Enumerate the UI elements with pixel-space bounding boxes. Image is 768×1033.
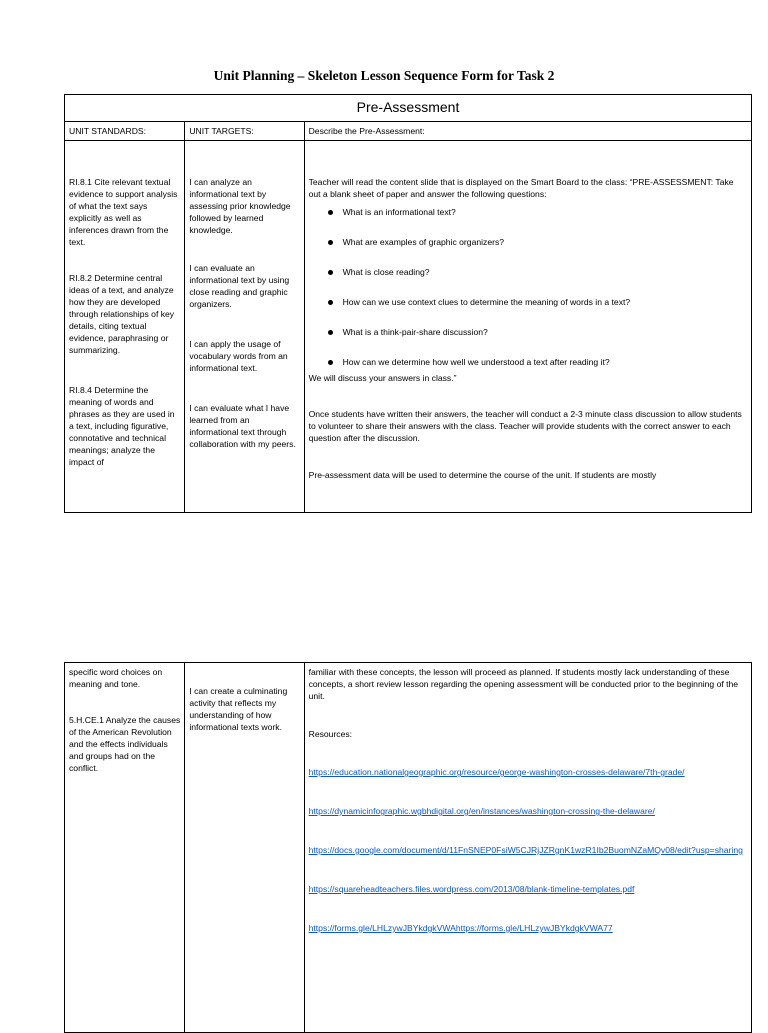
target-collaboration: I can evaluate what I have learned from an informational text through collaboration with my peers. bbox=[189, 403, 296, 449]
standard-ri-8-4: RI.8.4 Determine the meaning of words and phrases as they are used in a text, including figurative, connotative and technical meanings; analyze the impact of bbox=[69, 385, 175, 467]
section-title: Pre-Assessment bbox=[65, 95, 752, 122]
description-cell-continued bbox=[304, 663, 751, 1033]
question-list bbox=[309, 206, 747, 368]
standards-cell bbox=[65, 141, 185, 513]
list-item: What is an informational text? bbox=[309, 206, 747, 218]
pre-assessment-table-continued bbox=[64, 662, 752, 1033]
resource-link-national-geographic[interactable]: https://education.nationalgeographic.org/resource/george-washington-crosses-delaware/7th-grade/ bbox=[308, 767, 685, 777]
description-discussion: Once students have written their answers, the teacher will conduct a 2-3 minute class discussion to allow students to volunteer to share their answers with the class. Teacher will provide students with the correct answer to each question after the discussion. bbox=[308, 409, 742, 443]
targets-cell bbox=[185, 141, 304, 513]
target-analyze: I can analyze an informational text by assessing prior knowledge followed by learned knowledge. bbox=[189, 177, 291, 235]
pre-assessment-table bbox=[64, 94, 752, 513]
standard-continued-text: specific word choices on meaning and tone. bbox=[69, 667, 163, 689]
resources-label: Resources: bbox=[308, 729, 353, 739]
list-item: What is close reading? bbox=[309, 266, 747, 278]
col-header-targets: UNIT TARGETS: bbox=[185, 122, 304, 141]
standards-cell-continued bbox=[65, 663, 185, 1033]
list-item: How can we determine how well we understood a text after reading it? bbox=[309, 356, 747, 368]
standard-5-h-ce-1: 5.H.CE.1 Analyze the causes of the American Revolution and the effects individuals and groups had on the conflict. bbox=[69, 715, 181, 773]
resource-link-google-doc[interactable]: https://docs.google.com/document/d/11FnSNEP0FsiW5CJRjJZRgnK1wzR1Ib2BuomNZaMQv08/edit?usp=sharing bbox=[308, 845, 743, 855]
list-item: How can we use context clues to determine the meaning of words in a text? bbox=[309, 296, 747, 308]
description-cell bbox=[304, 141, 751, 513]
col-header-standards: UNIT STANDARDS: bbox=[65, 122, 185, 141]
standard-ri-8-1: RI.8.1 Cite relevant textual evidence to support analysis of what the text says explicitly as well as inferences drawn from the text. bbox=[69, 177, 178, 247]
document-title: Unit Planning – Skeleton Lesson Sequence Form for Task 2 bbox=[213, 68, 555, 83]
targets-cell-continued bbox=[185, 663, 304, 1033]
target-vocabulary: I can apply the usage of vocabulary words from an informational text. bbox=[189, 339, 288, 373]
description-data-use-continued: familiar with these concepts, the lesson will proceed as planned. If students mostly lack understanding of these concepts, a short review lesson regarding the opening assessment will be conducted prior to the beginning of the unit. bbox=[308, 667, 739, 701]
description-closing: We will discuss your answers in class.” bbox=[308, 373, 457, 383]
target-culminating: I can create a culminating activity that reflects my understanding of how informational texts work. bbox=[189, 686, 288, 732]
list-item: What is a think-pair-share discussion? bbox=[309, 326, 747, 338]
description-intro: Teacher will read the content slide that is displayed on the Smart Board to the class: “PRE-ASSESSMENT: Take out a blank sheet of paper and answer the following questions: bbox=[308, 177, 734, 199]
standard-ri-8-2: RI.8.2 Determine central ideas of a text, and analyze how they are developed through relationships of key details, citing textual evidence, paraphrasing or summarizing. bbox=[69, 273, 175, 355]
resource-link-timeline-templates[interactable]: https://squareheadteachers.files.wordpress.com/2013/08/blank-timeline-templates.pdf bbox=[308, 884, 635, 894]
col-header-description: Describe the Pre-Assessment: bbox=[304, 122, 751, 141]
description-data-use: Pre-assessment data will be used to determine the course of the unit. If students are mostly bbox=[308, 470, 657, 480]
list-item: What are examples of graphic organizers? bbox=[309, 236, 747, 248]
target-evaluate-close-reading: I can evaluate an informational text by using close reading and graphic organizers. bbox=[189, 263, 290, 309]
resource-link-wgbh-infographic[interactable]: https://dynamicinfographic.wgbhdigital.org/en/instances/washington-crossing-the-delaware/ bbox=[308, 806, 655, 816]
resource-link-google-form[interactable]: https://forms.gle/LHLzywJBYkdgkVWAhttps://forms.gle/LHLzywJBYkdgkVWA77 bbox=[308, 923, 613, 933]
